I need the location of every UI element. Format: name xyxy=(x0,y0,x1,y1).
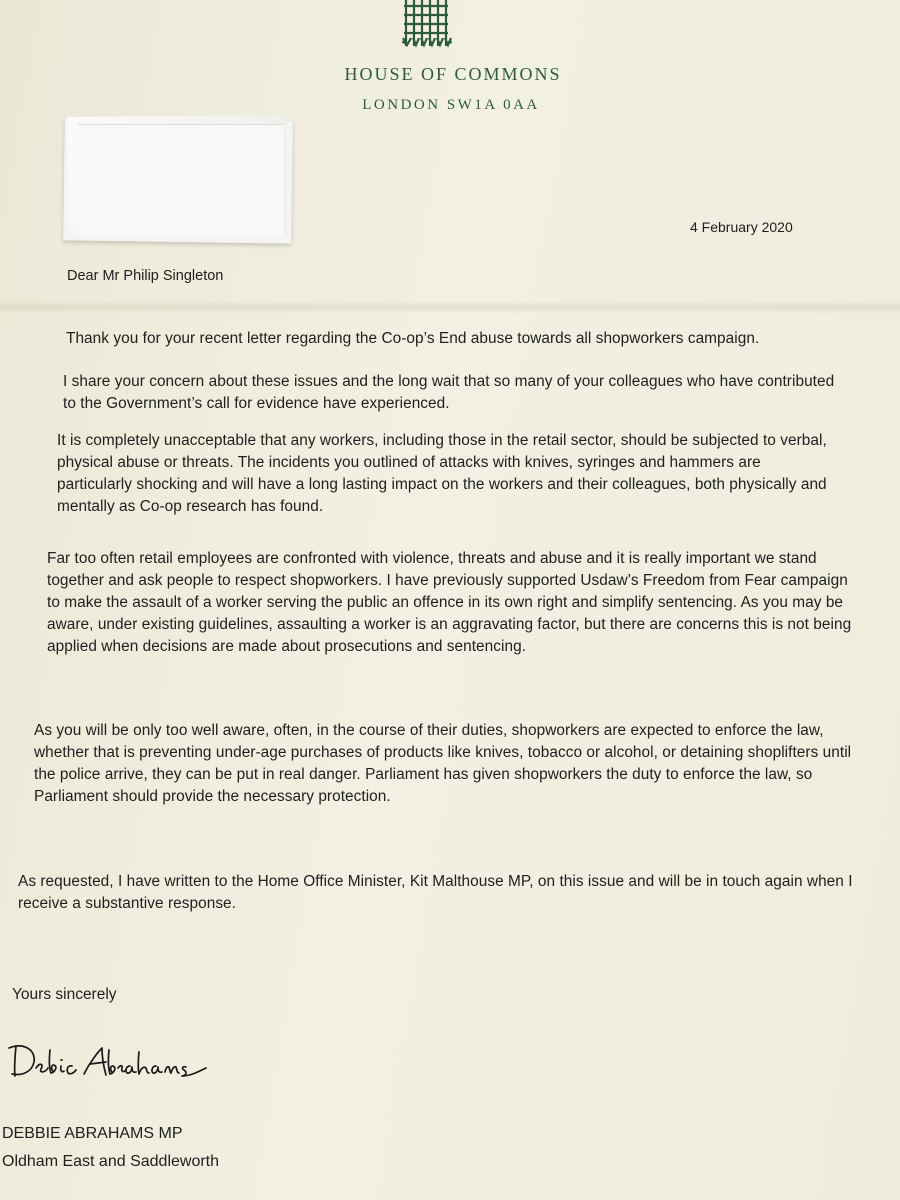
salutation: Dear Mr Philip Singleton xyxy=(67,268,224,284)
paragraph-2: I share your concern about these issues and the long wait that so many of your colleagues who have contributed to the Government’s call for evidence have experienced. xyxy=(63,373,835,412)
paragraph-1: Thank you for your recent letter regarding the Co-op’s End abuse towards all shopworkers campaign. xyxy=(66,330,760,347)
paragraph-3: It is completely unacceptable that any workers, including those in the retail sector, should be subjected to verbal, physical abuse or threats. The incidents you outlined of attacks with knives, syringes and hammers are particularly shocking and will have a long lasting impact on the workers and their colleagues, both physically and mentally as Co-op research has found. xyxy=(57,432,827,515)
closing: Yours sincerely xyxy=(12,986,117,1003)
letterhead-name: HOUSE OF COMMONS xyxy=(344,64,562,84)
paragraph-5: As you will be only too well aware, often, in the course of their duties, shopworkers are expected to enforce the law, whether that is preventing under-age purchases of products like knives, tobacco or alcohol, or detaining shoplifters until the police arrive, they can be put in real danger. Parliament has given shopworkers the duty to enforce the law, so Parliament should provide the necessary protection. xyxy=(34,722,852,805)
paragraph-4: Far too often retail employees are confronted with violence, threats and abuse and it is really important we stand together and ask people to respect shopworkers. I have previously supported Usdaw’s Freedom from Fear campaign to make the assault of a worker serving the public an offence in its own right and simplify sentencing. As you may be aware, under existing guidelines, assaulting a worker is an aggravating factor, but there are concerns this is not being applied when decisions are made about prosecutions and sentencing. xyxy=(47,550,852,655)
letter-date: 4 February 2020 xyxy=(690,219,793,235)
signer-constituency: Oldham East and Saddleworth xyxy=(2,1153,220,1170)
letterhead-address: LONDON SW1A 0AA xyxy=(362,97,540,113)
handwritten-signature xyxy=(6,1038,211,1086)
paragraph-6: As requested, I have written to the Home Office Minister, Kit Malthouse MP, on this issue and will be in touch again when I receive a substantive response. xyxy=(18,873,853,912)
signer-name: DEBBIE ABRAHAMS MP xyxy=(2,1125,183,1142)
paper-fold-crease xyxy=(0,300,900,314)
redacted-recipient-address xyxy=(64,116,294,244)
portcullis-icon xyxy=(402,0,452,48)
